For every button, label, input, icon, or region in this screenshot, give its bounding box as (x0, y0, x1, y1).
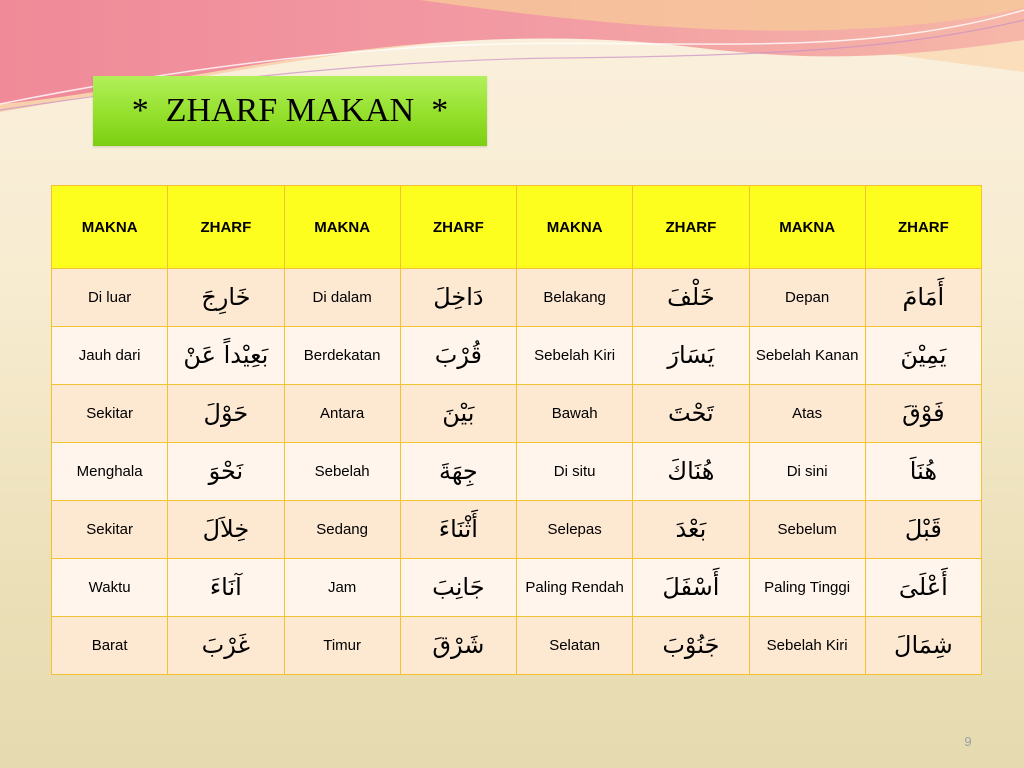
makna-cell: Sebelum (749, 501, 865, 559)
zharf-cell: نَحْوَ (168, 443, 284, 501)
zharf-cell: تَحْتَ (633, 385, 749, 443)
makna-cell: Paling Tinggi (749, 559, 865, 617)
zharf-table (51, 185, 982, 674)
header-row (52, 186, 982, 269)
makna-cell: Sebelah Kanan (749, 327, 865, 385)
zharf-cell: جِهَةَ (400, 443, 516, 501)
page-number: 9 (964, 734, 972, 749)
zharf-cell: شَرْقَ (400, 617, 516, 675)
zharf-cell: غَرْبَ (168, 617, 284, 675)
makna-cell: Barat (52, 617, 168, 675)
header-cell: ZHARF (168, 186, 284, 269)
table-row (52, 327, 982, 385)
slide-title: * ZHARF MAKAN * (131, 92, 449, 129)
header-cell: MAKNA (284, 186, 400, 269)
makna-cell: Sebelah Kiri (517, 327, 633, 385)
table-row (52, 443, 982, 501)
makna-cell: Atas (749, 385, 865, 443)
table-row (52, 385, 982, 443)
zharf-cell: أَسْفَلَ (633, 559, 749, 617)
zharf-cell: جَنُوْبَ (633, 617, 749, 675)
makna-cell: Di dalam (284, 269, 400, 327)
header-cell: MAKNA (52, 186, 168, 269)
makna-cell: Selepas (517, 501, 633, 559)
zharf-cell: هُنَاَ (865, 443, 981, 501)
zharf-cell: هُنَاكَ (633, 443, 749, 501)
makna-cell: Belakang (517, 269, 633, 327)
zharf-cell: خَارِجَ (168, 269, 284, 327)
makna-cell: Di luar (52, 269, 168, 327)
makna-cell: Sekitar (52, 501, 168, 559)
makna-cell: Jam (284, 559, 400, 617)
makna-cell: Depan (749, 269, 865, 327)
header-cell: ZHARF (865, 186, 981, 269)
makna-cell: Waktu (52, 559, 168, 617)
zharf-cell: بَعِيْداً عَنْ (168, 327, 284, 385)
makna-cell: Di situ (517, 443, 633, 501)
zharf-cell: آنَاءَ (168, 559, 284, 617)
header-cell: MAKNA (517, 186, 633, 269)
zharf-cell: فَوْقَ (865, 385, 981, 443)
zharf-cell: قَبْلَ (865, 501, 981, 559)
zharf-cell: بَعْدَ (633, 501, 749, 559)
zharf-cell: أَمَامَ (865, 269, 981, 327)
makna-cell: Paling Rendah (517, 559, 633, 617)
header-cell: ZHARF (633, 186, 749, 269)
zharf-cell: يَمِيْنَ (865, 327, 981, 385)
makna-cell: Sebelah (284, 443, 400, 501)
makna-cell: Antara (284, 385, 400, 443)
zharf-cell: دَاخِلَ (400, 269, 516, 327)
makna-cell: Timur (284, 617, 400, 675)
makna-cell: Sekitar (52, 385, 168, 443)
zharf-cell: جَانِبَ (400, 559, 516, 617)
table-row (52, 559, 982, 617)
zharf-cell: يَسَارَ (633, 327, 749, 385)
zharf-cell: أَثْنَاءَ (400, 501, 516, 559)
makna-cell: Di sini (749, 443, 865, 501)
header-cell: ZHARF (400, 186, 516, 269)
makna-cell: Berdekatan (284, 327, 400, 385)
title-box (93, 76, 487, 146)
makna-cell: Sebelah Kiri (749, 617, 865, 675)
makna-cell: Bawah (517, 385, 633, 443)
zharf-cell: أَعْلَىَ (865, 559, 981, 617)
makna-cell: Sedang (284, 501, 400, 559)
zharf-cell: قُرْبَ (400, 327, 516, 385)
table-row (52, 617, 982, 675)
zharf-cell: خِلاَلَ (168, 501, 284, 559)
zharf-cell: حَوْلَ (168, 385, 284, 443)
header-cell: MAKNA (749, 186, 865, 269)
zharf-cell: بَيْنَ (400, 385, 516, 443)
table-row (52, 269, 982, 327)
makna-cell: Selatan (517, 617, 633, 675)
table-row (52, 501, 982, 559)
zharf-cell: شِمَالَ (865, 617, 981, 675)
makna-cell: Jauh dari (52, 327, 168, 385)
makna-cell: Menghala (52, 443, 168, 501)
zharf-cell: خَلْفَ (633, 269, 749, 327)
